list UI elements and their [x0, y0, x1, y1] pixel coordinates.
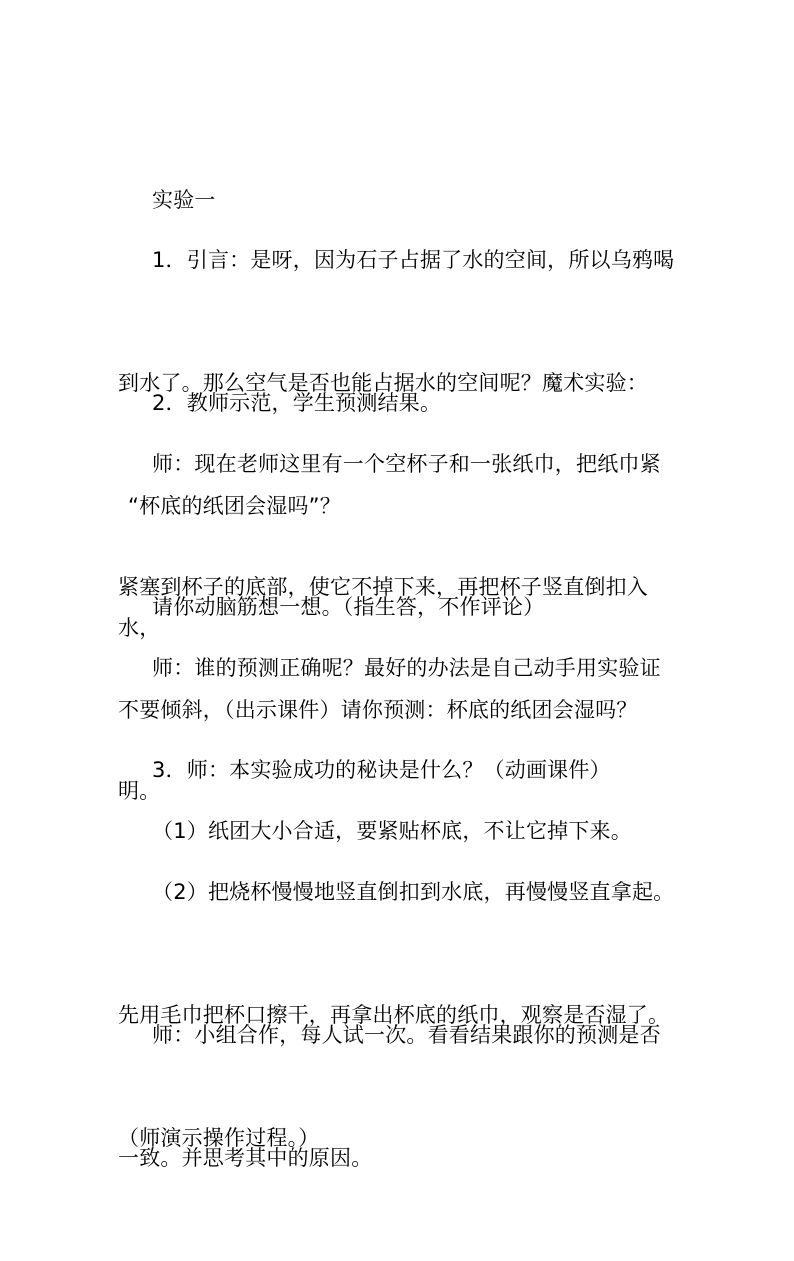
text-line: 2．教师示范，学生预测结果。 [152, 391, 442, 415]
text-line: “杯底的纸团会湿吗”？ [128, 494, 341, 518]
text-line: 师：现在老师这里有一个空杯子和一张纸巾，把纸巾紧 [152, 452, 661, 476]
text-line: 师：小组合作，每人试一次。看看结果跟你的预测是否 [152, 1023, 661, 1047]
text-line: 师：谁的预测正确呢？最好的办法是自己动手用实验证 [152, 656, 661, 680]
text-line: 到水了。那么空气是否也能占据水的空间呢？魔术实验： [118, 371, 648, 395]
text-line: 明。 [118, 779, 161, 803]
text-line: （1）纸团大小合适，要紧贴杯底，不让它掉下来。 [152, 819, 632, 843]
text-line: 实验一 [152, 188, 216, 212]
text-line: 先用毛巾把杯口擦干，再拿出杯底的纸巾，观察是否湿了。 [118, 1003, 670, 1027]
text-line: 请你动脑筋想一想。（指生答，不作评论） [152, 595, 545, 619]
text-line: （2）把烧杯慢慢地竖直倒扣到水底，再慢慢竖直拿起。 [152, 880, 675, 904]
text-line: 不要倾斜，（出示课件）请你预测：杯底的纸团会湿吗？ [118, 698, 638, 722]
text-line: 1．引言：是呀，因为石子占据了水的空间，所以乌鸦喝 [152, 248, 675, 272]
text-line: 3．师：本实验成功的秘诀是什么？（动画课件） [152, 758, 611, 782]
text-line: 一致。并思考其中的原因。 [118, 1146, 373, 1170]
text-line: （师演示操作过程。） [118, 1126, 320, 1150]
paragraph-group-work [118, 933, 678, 1261]
text-line: 紧塞到杯子的底部，使它不掉下来，再把杯子竖直倒扣入水， [118, 575, 648, 640]
